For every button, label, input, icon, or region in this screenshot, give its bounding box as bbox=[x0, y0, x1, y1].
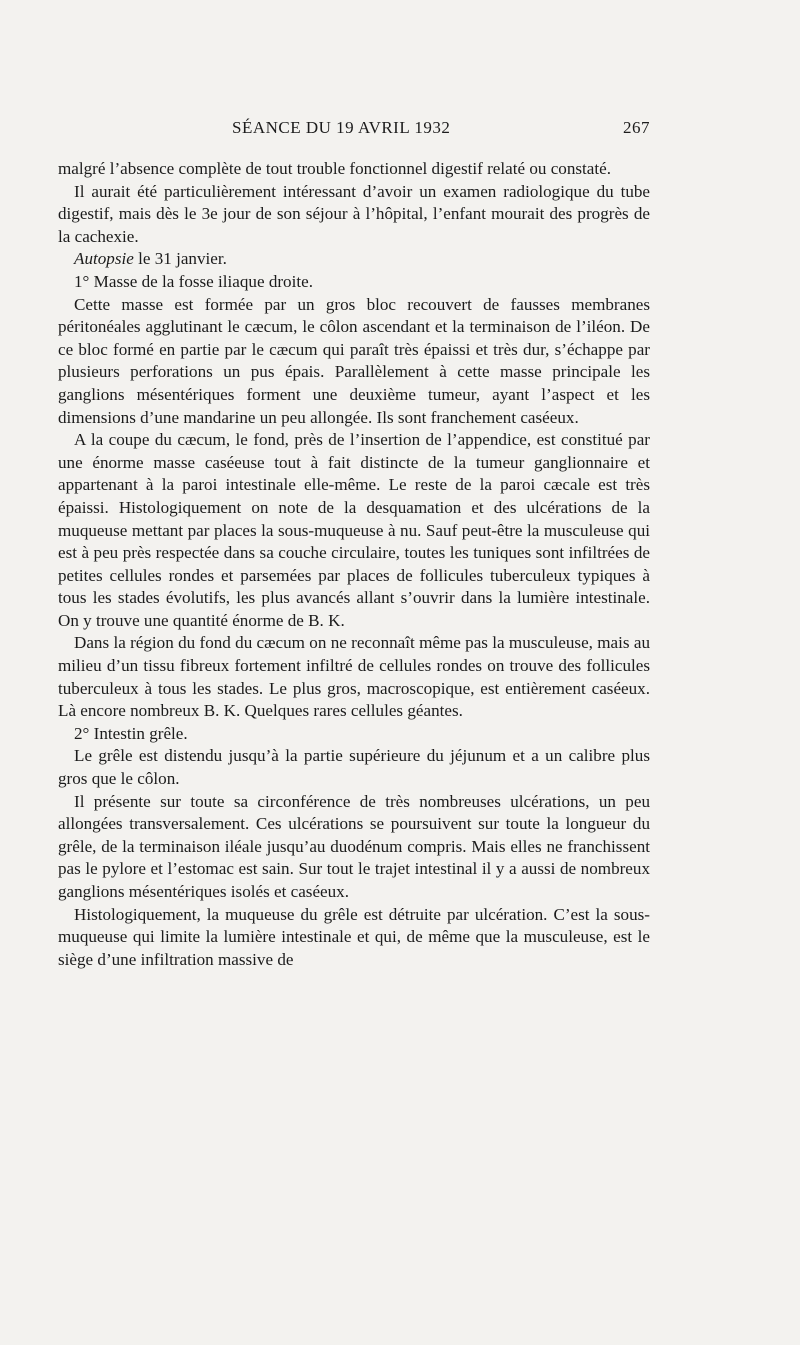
autopsie-date: le 31 janvier. bbox=[133, 249, 227, 269]
paragraph bbox=[58, 248, 650, 271]
paragraph: malgré l’absence complète de tout trouble fonctionnel digestif relaté ou constaté. bbox=[58, 159, 611, 178]
paragraph: Il présente sur toute sa circonférence de très nombreuses ulcérations, un peu allongées transversalement. Ces ulcérations se poursuivent sur toute la longueur du grêle, de la terminaison iléale jusqu’au duodénum compris. Mais elles ne franchissent pas le pylore et l’estomac est sain. Sur tout le trajet intestinal il y a aussi de nombreux ganglions mésentériques isolés et caséeux. bbox=[58, 791, 650, 901]
autopsie-label: Autopsie bbox=[74, 249, 134, 269]
running-head-title: SÉANCE DU 19 AVRIL 1932 bbox=[232, 118, 451, 137]
paragraph: Cette masse est formée par un gros bloc recouvert de fausses membranes péritonéales agglutinant le cæcum, le côlon ascendant et la terminaison de l’iléon. De ce bloc formé en partie par le cæcum qui paraît très épaissi et très dur, s’échappe par plusieurs perforations un pus épais. Parallèlement à cette masse principale les ganglions mésentériques forment une deuxième tumeur, ayant l’aspect et les dimensions d’une mandarine un peu allongée. Ils sont franchement caséeux. bbox=[58, 294, 650, 427]
paragraph: Il aurait été particulièrement intéressant d’avoir un examen radiologique du tube digestif, mais dès le 3e jour de son séjour à l’hôpital, l’enfant mourait des progrès de la cachexie. bbox=[58, 181, 650, 246]
paragraph: A la coupe du cæcum, le fond, près de l’insertion de l’appendice, est constitué par une énorme masse caséeuse tout à fait distincte de la tumeur ganglionnaire et appartenant à la paroi intestinale elle-même. Le reste de la paroi cæcale est très épaissi. Histologiquement on note de la desquamation et des ulcérations de la muqueuse mettant par places la sous-muqueuse à nu. Sauf peut-être la musculeuse qui est à peu près respectée dans sa couche circulaire, toutes les tuniques sont infiltrées de petites cellules rondes et parsemées par places de follicules tuberculeux typiques à tous les stades évolutifs, les plus avancés allant s’ouvrir dans la lumière intestinale. On y trouve une quantité énorme de B. K. bbox=[58, 430, 650, 630]
section-heading: 2° Intestin grêle. bbox=[74, 723, 188, 743]
paragraph: Dans la région du fond du cæcum on ne reconnaît même pas la musculeuse, mais au milieu d’un tissu fibreux fortement infiltré de cellules rondes on trouve des follicules tuberculeux à tous les stades. Le plus gros, macroscopique, est entièrement caséeux. Là encore nombreux B. K. Quelques rares cellules géantes. bbox=[58, 633, 650, 721]
page-number: 267 bbox=[623, 118, 650, 137]
paragraph: Le grêle est distendu jusqu’à la partie supérieure du jéjunum et a un calibre plus gros que le côlon. bbox=[58, 746, 650, 789]
running-head bbox=[58, 118, 650, 142]
section-heading: 1° Masse de la fosse iliaque droite. bbox=[74, 271, 313, 291]
paragraph: Histologiquement, la muqueuse du grêle est détruite par ulcération. C’est la sous-muqueuse qui limite la lumière intestinale et qui, de même que la musculeuse, est le siège d’une infiltration massive de bbox=[58, 904, 650, 969]
body-text bbox=[58, 158, 650, 971]
